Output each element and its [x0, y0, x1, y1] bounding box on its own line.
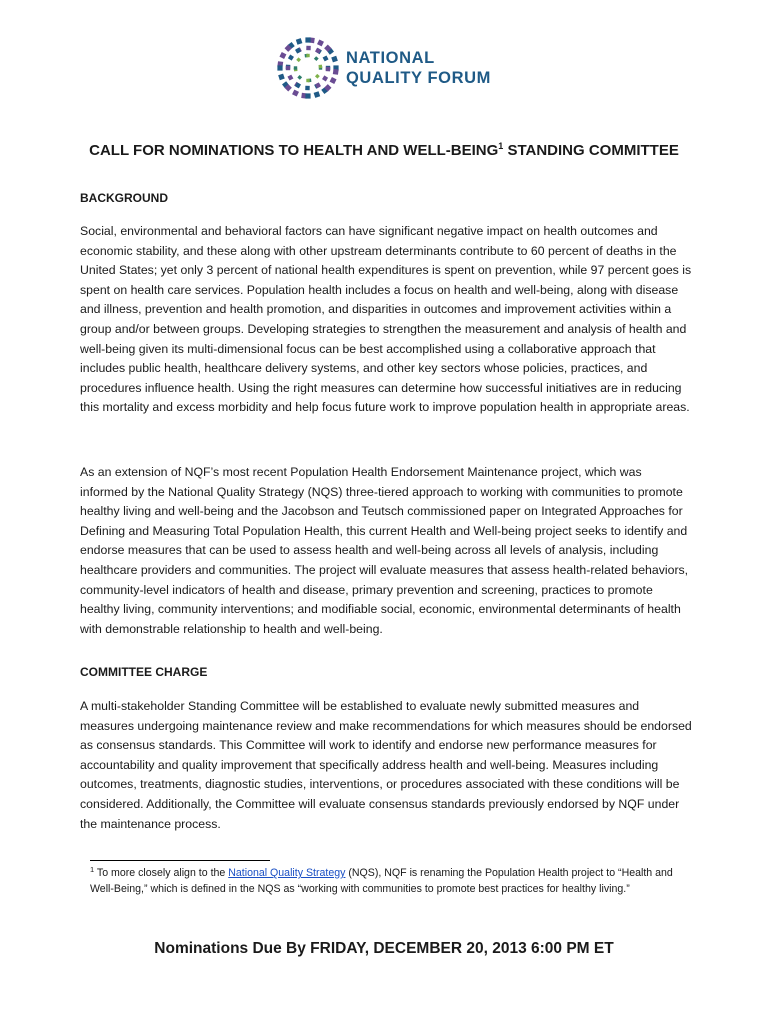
background-heading: BACKGROUND [80, 191, 168, 205]
logo-tile [305, 86, 310, 91]
nqf-logo-mark-icon [276, 36, 340, 100]
logo-tile [296, 57, 301, 62]
logo-wordmark [346, 48, 491, 88]
logo-tile [306, 79, 309, 82]
logo-tile [314, 56, 319, 61]
background-paragraph-2: As an extension of NQF’s most recent Population Health Endorsement Maintenance project, which was informed by the National Quality Strategy (NQS) three-tiered approach to working with communities to promote healthy living and well-being and the Jacobson and Teutsch commissioned paper on Integrated Approaches for Defining and Measuring Total Population Health, this current Health and Well-being project seeks to identify and endorse measures that can be used to assess health and well-being across all levels of analysis, including healthcare providers and communities. The project will evaluate measures that assess health-related behaviors, community-level indicators of health and disease, primary prevention and screening, practices to promote healthy living, community interventions; and modifiable social, economic, environmental determinants of health with demonstrable relationship to health and well-being. [80, 465, 689, 636]
logo-tile [306, 54, 309, 57]
logo-tile [287, 75, 293, 81]
logo-tile [323, 55, 329, 61]
title-tail: STANDING COMMITTEE [503, 142, 679, 159]
national-quality-strategy-link[interactable]: National Quality Strategy [228, 867, 346, 879]
logo-line-1: NATIONAL [346, 49, 435, 67]
title-footnote-ref: 1 [498, 141, 504, 151]
title-main: CALL FOR NOMINATIONS TO HEALTH AND WELL-BEING [89, 142, 499, 159]
logo-tile [331, 56, 338, 63]
footnote-divider [90, 860, 270, 861]
nominations-due-notice: Nominations Due By FRIDAY, DECEMBER 20, 2013 6:00 PM ET [154, 940, 614, 957]
logo-tile [314, 91, 321, 98]
footnote-text-post: (NQS), NQF is renaming the Population Health project to “Health and Well-Being,” which is defined in the NQS as “working with communities to promote best practices for healthy living.” [90, 867, 673, 895]
logo-tile [279, 52, 286, 59]
logo-tile [296, 38, 303, 45]
logo-tile [277, 65, 282, 70]
nqf-logo [276, 36, 491, 100]
logo-tile [305, 37, 310, 42]
logo-tile [326, 67, 331, 72]
page-title [40, 140, 728, 162]
logo-tile [297, 75, 302, 80]
logo-tile [330, 77, 337, 84]
logo-tile [322, 75, 328, 81]
logo-tile [306, 46, 311, 51]
logo-tile [305, 93, 310, 98]
logo-tile [315, 74, 320, 79]
logo-tile [278, 74, 285, 81]
logo-line-2: QUALITY FORUM [346, 69, 491, 87]
footnote-text-pre: To more closely align to the [94, 867, 229, 879]
logo-tile [294, 66, 297, 69]
logo-tile [292, 90, 299, 97]
footnote [90, 866, 690, 897]
committee-charge-heading: COMMITTEE CHARGE [80, 665, 208, 679]
logo-tile [288, 55, 294, 61]
logo-tile [319, 65, 323, 69]
logo-tile [286, 66, 290, 70]
logo-tile [317, 39, 324, 46]
background-paragraph-1: Social, environmental and behavioral factors can have significant negative impact on health outcomes and economic stability, and these along with other upstream determinants contribute to 60 percent of deaths in the United States; yet only 3 percent of national health expenditures is spent on prevention, while 97 percent goes is spent on health care services. Population health includes a focus on health and well-being, along with disease and illness, prevention and health promotion, and disparities in outcomes and improvement activities within a group and/or between groups. Developing strategies to strengthen the measurement and analysis of health and well-being given its multi-dimensional focus can be best accomplished using a collaborative approach that includes public health, healthcare delivery systems, and other key sectors whose policies, practices, and procedures influence health. Using the right measures can determine how successful initiatives are in reducing this mortality and excess morbidity and help focus future work to improve population health in appropriate areas. [80, 224, 692, 415]
footnote-number: 1 [90, 865, 95, 874]
logo-tile [333, 69, 339, 75]
committee-charge-paragraph: A multi-stakeholder Standing Committee will be established to evaluate newly submitted measures and measures undergoing maintenance review and make recommendations for which measures should be endorsed as consensus standards. This Committee will work to identify and endorse new performance measures for accountability and quality improvement that specifically address health and well-being. Measures including outcomes, treatments, diagnostic studies, interventions, or procedures associated with these conditions will be considered. Additionally, the Committee will evaluate consensus standards previously endorsed by NQF under the maintenance process. [80, 699, 692, 831]
